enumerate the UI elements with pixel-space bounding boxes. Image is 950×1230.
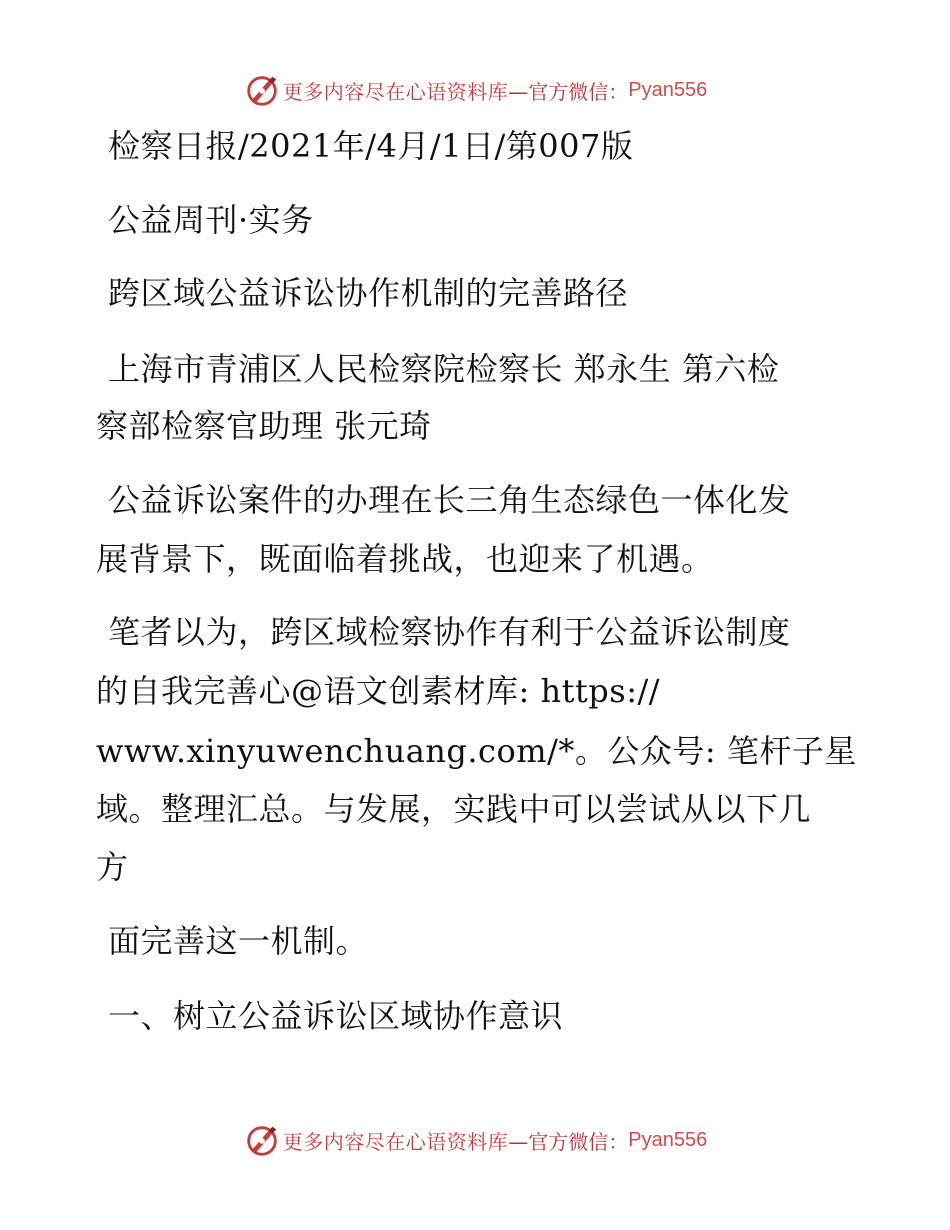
watermark-text: 更多内容尽在心语资料库 [282,1129,509,1154]
watermark-wechat-id: Pyan556 [628,78,708,101]
bottom-watermark-banner [0,1118,950,1162]
top-watermark-banner [0,68,950,112]
paragraph-2-line-3: www.xinyuwenchuang.com/*。公众号: 笔杆子星 [96,732,857,770]
watermark-separator: —官方微信： [508,79,629,104]
paragraph-2-line-4: 域。整理汇总。与发展，实践中可以尝试从以下几 [96,790,812,828]
paragraph-3: 面完善这一机制。 [108,922,369,960]
pen-circle-logo-icon [243,1121,281,1159]
paragraph-2-line-1: 笔者以为，跨区域检察协作有利于公益诉讼制度 [108,613,791,651]
section-heading-1: 一、树立公益诉讼区域协作意识 [108,997,564,1035]
paragraph-2-line-2: 的自我完善心@语文创素材库: https:// [96,672,661,710]
author-line-1: 上海市青浦区人民检察院检察长 郑永生 第六检 [108,350,780,388]
publication-header: 检察日报/2021年/4月/1日/第007版 [108,127,634,165]
pen-circle-logo-icon [243,71,281,109]
watermark-separator: —官方微信： [508,1129,629,1154]
watermark-wechat-id: Pyan556 [628,1128,708,1151]
watermark-text: 更多内容尽在心语资料库 [282,79,509,104]
column-name: 公益周刊·实务 [108,201,314,239]
paragraph-1-line-2: 展背景下，既面临着挑战，也迎来了机遇。 [96,540,714,578]
paragraph-1-line-1: 公益诉讼案件的办理在长三角生态绿色一体化发 [108,481,791,519]
article-title: 跨区域公益诉讼协作机制的完善路径 [108,274,629,312]
paragraph-2-line-5: 方 [96,848,129,886]
author-line-2: 察部检察官助理 张元琦 [96,407,432,445]
